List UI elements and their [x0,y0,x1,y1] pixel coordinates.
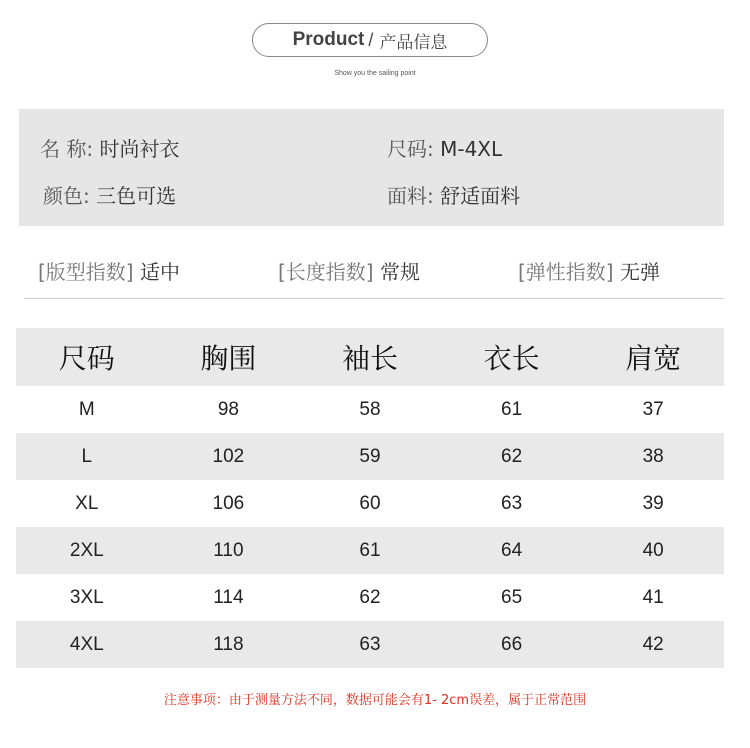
product-title-pill [252,23,488,57]
table-cell: M [16,386,158,433]
info-size [387,133,502,162]
table-cell: 61 [299,527,441,574]
info-size-label: 尺码: [387,137,434,161]
table-cell: 37 [582,386,724,433]
fit-index-elasticity-label: [弹性指数] [518,260,614,284]
table-cell: 102 [158,433,300,480]
fit-index-elasticity-value: 无弹 [619,260,660,284]
table-row [16,527,724,574]
info-color-value: 三色可选 [96,184,177,208]
info-name-label: 名 称: [40,137,94,161]
info-name [40,133,179,162]
table-cell: 39 [582,480,724,527]
measurement-note: 注意事项：由于测量方法不同，数据可能会有1- 2cm误差，属于正常范围 [163,693,587,708]
table-cell: 60 [299,480,441,527]
table-row [16,433,724,480]
table-cell: 63 [441,480,583,527]
table-cell: 3XL [16,574,158,621]
table-cell: 41 [582,574,724,621]
table-cell: 98 [158,386,300,433]
table-cell: 40 [582,527,724,574]
info-color [43,180,176,209]
header-shoulder: 肩宽 [582,328,724,386]
table-cell: 118 [158,621,300,668]
table-cell: 65 [441,574,583,621]
table-cell: 62 [299,574,441,621]
fit-index-length-value: 常规 [379,260,420,284]
table-cell: 62 [441,433,583,480]
table-row [16,574,724,621]
header-sleeve: 袖长 [299,328,441,386]
table-cell: 66 [441,621,583,668]
info-fabric-label: 面料: [387,184,434,208]
table-cell: 4XL [16,621,158,668]
table-cell: 63 [299,621,441,668]
fit-index-length-label: [长度指数] [278,260,374,284]
table-cell: 42 [582,621,724,668]
header-length: 衣长 [441,328,583,386]
table-cell: 61 [441,386,583,433]
table-cell: 110 [158,527,300,574]
table-cell: 106 [158,480,300,527]
title-separator: / [368,29,374,50]
table-row [16,621,724,668]
table-cell: XL [16,480,158,527]
fit-index-length [278,256,420,285]
fit-index-cut [38,256,180,285]
table-row [16,480,724,527]
info-name-value: 时尚衬衣 [99,137,180,161]
table-cell: 38 [582,433,724,480]
fit-index-cut-value: 适中 [139,260,180,284]
info-color-label: 颜色: [43,184,90,208]
title-en: Product [292,29,365,50]
header-size: 尺码 [16,328,158,386]
subtitle: Show you the sailing point [334,70,416,77]
title-cn: 产品信息 [379,32,448,53]
info-fabric [387,180,520,209]
table-cell: 64 [441,527,583,574]
info-size-value: M-4XL [440,137,503,161]
product-info-panel [19,109,724,226]
size-chart-table [16,328,724,668]
table-cell: L [16,433,158,480]
table-cell: 58 [299,386,441,433]
table-cell: 59 [299,433,441,480]
fit-index-row [24,248,724,299]
table-row [16,386,724,433]
info-fabric-value: 舒适面料 [440,184,521,208]
fit-index-elasticity [518,256,660,285]
size-chart-header-row [16,328,724,386]
fit-index-cut-label: [版型指数] [38,260,134,284]
table-cell: 114 [158,574,300,621]
header-chest: 胸围 [158,328,300,386]
table-cell: 2XL [16,527,158,574]
